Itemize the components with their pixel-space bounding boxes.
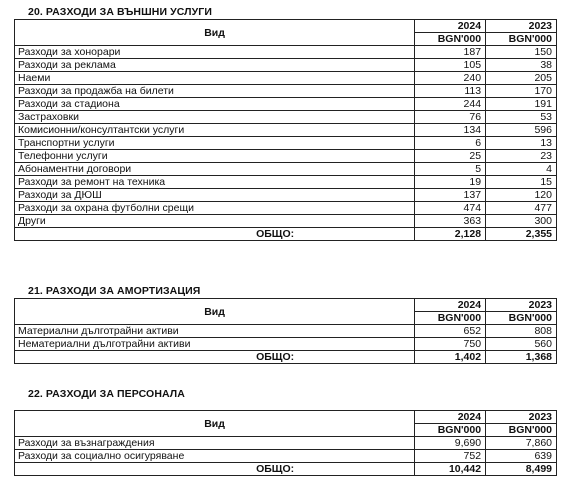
table-row (15, 46, 557, 59)
row-label: Телефонни услуги (15, 150, 415, 163)
external-services-table (14, 19, 557, 241)
total-row (15, 228, 557, 241)
row-value-2023: 38 (486, 59, 557, 72)
table-row (15, 98, 557, 111)
row-value-2023: 205 (486, 72, 557, 85)
table-row (15, 150, 557, 163)
row-value-2023: 150 (486, 46, 557, 59)
row-value-2024: 240 (415, 72, 486, 85)
row-value-2023: 4 (486, 163, 557, 176)
total-2023: 8,499 (486, 463, 557, 476)
total-2024: 1,402 (415, 351, 486, 364)
row-value-2024: 750 (415, 338, 486, 351)
row-value-2023: 477 (486, 202, 557, 215)
row-label: Разходи за охрана футболни срещи (15, 202, 415, 215)
row-value-2023: 560 (486, 338, 557, 351)
table-row (15, 325, 557, 338)
total-label: ОБЩО: (15, 351, 415, 364)
row-label: Разходи за възнаграждения (15, 437, 415, 450)
row-value-2024: 474 (415, 202, 486, 215)
row-value-2023: 639 (486, 450, 557, 463)
row-label: Други (15, 215, 415, 228)
row-label: Разходи за продажба на билети (15, 85, 415, 98)
row-value-2023: 808 (486, 325, 557, 338)
row-value-2024: 25 (415, 150, 486, 163)
row-value-2024: 6 (415, 137, 486, 150)
unit-header-2024: BGN'000 (415, 312, 486, 325)
row-value-2023: 191 (486, 98, 557, 111)
row-value-2024: 76 (415, 111, 486, 124)
table-body (15, 437, 557, 463)
table-row (15, 163, 557, 176)
row-label: Разходи за социално осигуряване (15, 450, 415, 463)
column-header-vid: Вид (15, 20, 415, 46)
total-2023: 1,368 (486, 351, 557, 364)
column-header-2024: 2024 (415, 411, 486, 424)
table-header-row (15, 299, 557, 312)
table-row (15, 59, 557, 72)
row-label: Разходи за хонорари (15, 46, 415, 59)
depreciation-table (14, 298, 557, 364)
table-row (15, 189, 557, 202)
row-label: Разходи за ремонт на техника (15, 176, 415, 189)
table-body (15, 325, 557, 351)
row-value-2023: 300 (486, 215, 557, 228)
unit-header-2024: BGN'000 (415, 424, 486, 437)
row-value-2024: 5 (415, 163, 486, 176)
row-label: Наеми (15, 72, 415, 85)
table-row (15, 85, 557, 98)
row-label: Застраховки (15, 111, 415, 124)
row-label: Разходи за стадиона (15, 98, 415, 111)
column-header-2023: 2023 (486, 20, 557, 33)
table-row (15, 215, 557, 228)
row-value-2024: 652 (415, 325, 486, 338)
row-label: Транспортни услуги (15, 137, 415, 150)
table-row (15, 72, 557, 85)
table-row (15, 202, 557, 215)
column-header-2023: 2023 (486, 411, 557, 424)
table-row (15, 450, 557, 463)
row-value-2024: 134 (415, 124, 486, 137)
total-2024: 10,442 (415, 463, 486, 476)
total-row (15, 463, 557, 476)
column-header-vid: Вид (15, 411, 415, 437)
row-value-2024: 9,690 (415, 437, 486, 450)
row-value-2023: 13 (486, 137, 557, 150)
row-value-2024: 19 (415, 176, 486, 189)
row-value-2024: 244 (415, 98, 486, 111)
table-row (15, 437, 557, 450)
section-title: 21. РАЗХОДИ ЗА АМОРТИЗАЦИЯ (28, 285, 201, 297)
table-row (15, 111, 557, 124)
column-header-vid: Вид (15, 299, 415, 325)
unit-header-2023: BGN'000 (486, 424, 557, 437)
row-label: Абонаментни договори (15, 163, 415, 176)
row-label: Разходи за ДЮШ (15, 189, 415, 202)
row-value-2024: 363 (415, 215, 486, 228)
column-header-2024: 2024 (415, 20, 486, 33)
row-label: Комисионни/консултантски услуги (15, 124, 415, 137)
section-title: 20. РАЗХОДИ ЗА ВЪНШНИ УСЛУГИ (28, 6, 212, 18)
total-label: ОБЩО: (15, 463, 415, 476)
table-row (15, 137, 557, 150)
row-label: Материални дълготрайни активи (15, 325, 415, 338)
unit-header-2024: BGN'000 (415, 33, 486, 46)
total-2024: 2,128 (415, 228, 486, 241)
row-value-2024: 105 (415, 59, 486, 72)
column-header-2023: 2023 (486, 299, 557, 312)
row-value-2024: 137 (415, 189, 486, 202)
table-row (15, 176, 557, 189)
personnel-table (14, 410, 557, 476)
row-value-2023: 596 (486, 124, 557, 137)
table-body (15, 46, 557, 228)
row-value-2024: 113 (415, 85, 486, 98)
total-row (15, 351, 557, 364)
row-value-2023: 53 (486, 111, 557, 124)
row-value-2024: 752 (415, 450, 486, 463)
unit-header-2023: BGN'000 (486, 33, 557, 46)
row-value-2023: 120 (486, 189, 557, 202)
table-header-row (15, 20, 557, 33)
column-header-2024: 2024 (415, 299, 486, 312)
total-2023: 2,355 (486, 228, 557, 241)
row-label: Разходи за реклама (15, 59, 415, 72)
row-value-2023: 23 (486, 150, 557, 163)
row-value-2023: 15 (486, 176, 557, 189)
row-value-2024: 187 (415, 46, 486, 59)
table-header-row (15, 411, 557, 424)
row-value-2023: 170 (486, 85, 557, 98)
row-label: Нематериални дълготрайни активи (15, 338, 415, 351)
total-label: ОБЩО: (15, 228, 415, 241)
unit-header-2023: BGN'000 (486, 312, 557, 325)
table-row (15, 124, 557, 137)
section-title: 22. РАЗХОДИ ЗА ПЕРСОНАЛА (28, 388, 185, 400)
table-row (15, 338, 557, 351)
row-value-2023: 7,860 (486, 437, 557, 450)
